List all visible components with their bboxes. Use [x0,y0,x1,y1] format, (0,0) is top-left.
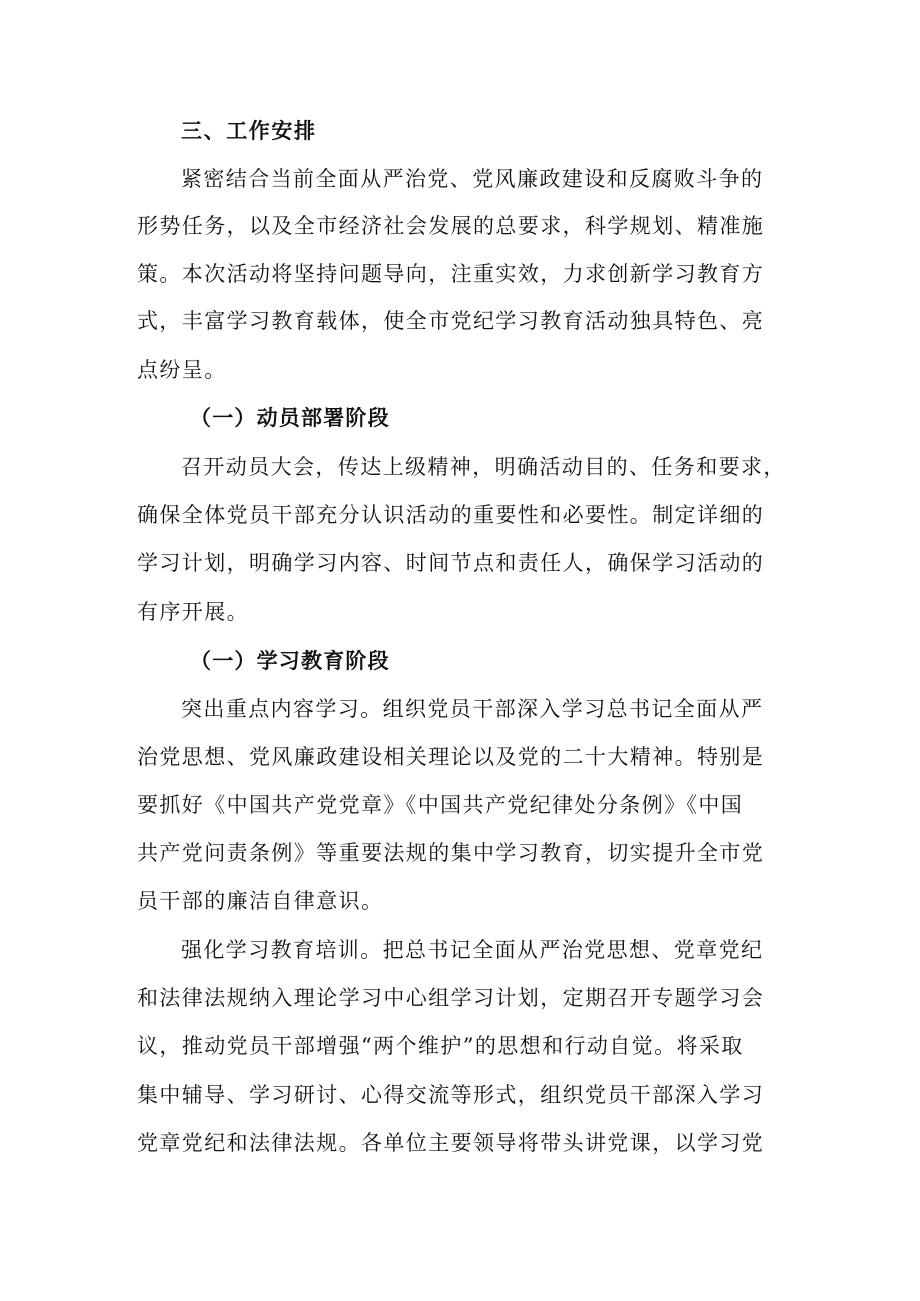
subsection-2-title: （一）学习教育阶段 [190,649,390,673]
intro-paragraph-line: 点纷呈。 [137,358,227,382]
subsection-2-paragraph-1-line: 员干部的廉洁自律意识。 [137,889,384,913]
subsection-2-paragraph-1-line: 突出重点内容学习。组织党员干部深入学习总书记全面从严 [181,697,764,721]
subsection-1-paragraph-line: 确保全体党员干部充分认识活动的重要性和必要性。制定详细的 [137,503,765,527]
subsection-1-paragraph-line: 召开动员大会，传达上级精神，明确活动目的、任务和要求， [181,455,786,479]
subsection-2-paragraph-2-line: 和法律法规纳入理论学习中心组学习计划，定期召开专题学习会 [137,986,765,1010]
intro-paragraph-line: 式，丰富学习教育载体，使全市党纪学习教育活动独具特色、亮 [137,309,765,333]
subsection-1-paragraph-line: 有序开展。 [137,600,249,624]
subsection-2-paragraph-2-line: 议，推动党员干部增强“两个维护”的思想和行动自觉。将采取 [137,1034,744,1058]
subsection-2-paragraph-2-line: 强化学习教育培训。把总书记全面从严治党思想、党章党纪 [181,938,764,962]
subsection-1-title: （一）动员部署阶段 [190,406,390,430]
intro-paragraph-line: 紧密结合当前全面从严治党、党风廉政建设和反腐败斗争的 [181,167,764,191]
intro-paragraph-line: 形势任务，以及全市经济社会发展的总要求，科学规划、精准施 [137,214,765,238]
subsection-2-paragraph-2-line: 党章党纪和法律法规。各单位主要领导将带头讲党课，以学习党 [137,1131,765,1155]
subsection-1-paragraph-line: 学习计划，明确学习内容、时间节点和责任人，确保学习活动的 [137,551,765,575]
subsection-2-paragraph-1-line: 要抓好《中国共产党党章》《中国共产党纪律处分条例》《中国 [137,793,744,817]
section-title: 三、工作安排 [181,119,317,143]
intro-paragraph-line: 策。本次活动将坚持问题导向，注重实效，力求创新学习教育方 [137,262,765,286]
subsection-2-paragraph-2-line: 集中辅导、学习研讨、心得交流等形式，组织党员干部深入学习 [137,1083,765,1107]
subsection-2-paragraph-1-line: 共产党问责条例》等重要法规的集中学习教育，切实提升全市党 [137,841,765,865]
subsection-2-paragraph-1-line: 治党思想、党风廉政建设相关理论以及党的二十大精神。特别是 [137,745,765,769]
